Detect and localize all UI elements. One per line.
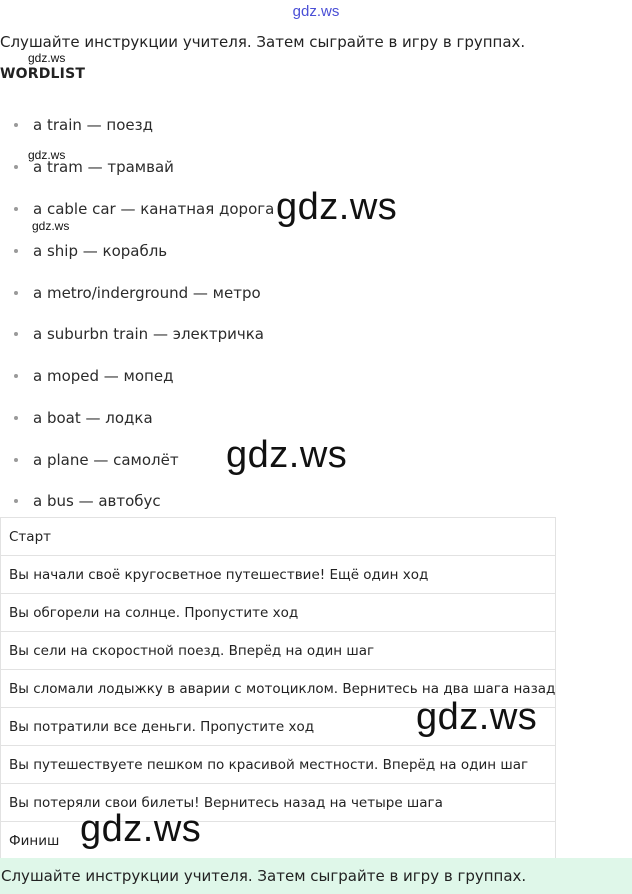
wordlist-title: WORDLIST: [0, 66, 86, 82]
bullet-dot: [14, 416, 18, 420]
table-cell: Финиш: [1, 822, 556, 860]
word-entry: a bus — автобус: [33, 492, 161, 510]
word-entry: a tram — трамвай: [33, 158, 174, 176]
list-item: [14, 242, 167, 260]
bullet-dot: [14, 291, 18, 295]
watermark-small: gdz.ws: [28, 148, 66, 162]
table-cell: Вы потеряли свои билеты! Вернитесь назад на четыре шага: [1, 784, 556, 822]
table-cell: Вы начали своё кругосветное путешествие! Ещё один ход: [1, 556, 556, 594]
word-entry: a moped — мопед: [33, 367, 174, 385]
table-cell: Вы сломали лодыжку в аварии с мотоциклом. Вернитесь на два шага назад: [1, 670, 556, 708]
bottom-instruction-bar: Слушайте инструкции учителя. Затем сыграйте в игру в группах.: [0, 858, 632, 894]
watermark-small: gdz.ws: [32, 219, 70, 233]
intro-text: Слушайте инструкции учителя. Затем сыграйте в игру в группах.: [0, 33, 526, 51]
table-cell: Вы сели на скоростной поезд. Вперёд на один шаг: [1, 632, 556, 670]
word-entry: a train — поезд: [33, 116, 153, 134]
bullet-dot: [14, 249, 18, 253]
bullet-dot: [14, 374, 18, 378]
bullet-dot: [14, 458, 18, 462]
table-row: [1, 632, 556, 670]
list-item: [14, 492, 161, 510]
list-item: [14, 451, 179, 469]
word-entry: a boat — лодка: [33, 409, 153, 427]
table-cell: Старт: [1, 518, 556, 556]
list-item: [14, 200, 274, 218]
list-item: [14, 325, 264, 343]
word-entry: a plane — самолёт: [33, 451, 179, 469]
word-entry: a ship — корабль: [33, 242, 168, 260]
bullet-dot: [14, 207, 18, 211]
bullet-dot: [14, 123, 18, 127]
list-item: [14, 284, 261, 302]
table-cell: Вы обгорели на солнце. Пропустите ход: [1, 594, 556, 632]
table-row: [1, 518, 556, 556]
list-item: [14, 409, 153, 427]
watermark-top: gdz.ws: [292, 3, 340, 20]
table-row: [1, 556, 556, 594]
bullet-dot: [14, 165, 18, 169]
word-entry: a cable car — канатная дорога: [33, 200, 275, 218]
table-cell: Вы путешествуете пешком по красивой местности. Вперёд на один шаг: [1, 746, 556, 784]
word-entry: a metro/inderground — метро: [33, 284, 261, 302]
bullet-dot: [14, 499, 18, 503]
table-row: [1, 746, 556, 784]
watermark-big: gdz.ws: [416, 696, 538, 738]
table-row: [1, 594, 556, 632]
watermark-big: gdz.ws: [80, 808, 202, 850]
table-cell: Вы потратили все деньги. Пропустите ход: [1, 708, 556, 746]
watermark-small: gdz.ws: [28, 51, 66, 65]
list-item: [14, 116, 153, 134]
watermark-big: gdz.ws: [276, 186, 398, 228]
bullet-dot: [14, 332, 18, 336]
watermark-big: gdz.ws: [226, 434, 348, 476]
list-item: [14, 367, 173, 385]
word-entry: a suburbn train — электричка: [33, 325, 264, 343]
